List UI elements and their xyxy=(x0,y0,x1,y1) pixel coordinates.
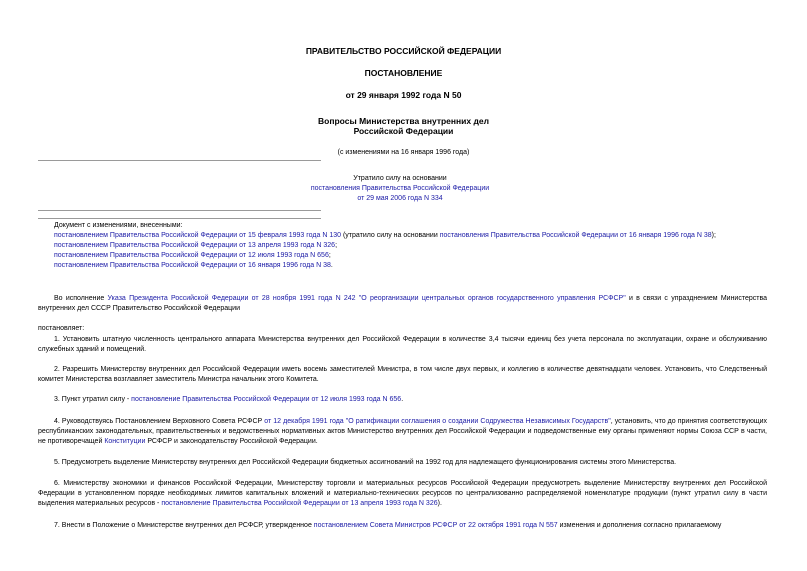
amendment-note: (с изменениями на 16 января 1996 года) xyxy=(337,149,470,156)
paragraph-6-link[interactable]: постановление Правительства Российской Федерации от 13 апреля 1993 года N 326 xyxy=(161,500,438,507)
constitution-link[interactable]: Конституции xyxy=(104,438,146,445)
document-title-line2: Российской Федерации xyxy=(353,126,454,136)
change-item xyxy=(54,251,331,261)
change-item xyxy=(54,241,337,251)
document-title-line1: Вопросы Министерства внутренних дел xyxy=(317,116,490,126)
change-link-326[interactable]: постановлением Правительства Российской Федерации от 13 апреля 1993 года N 326 xyxy=(54,242,336,249)
paragraph-6-end: ). xyxy=(437,500,442,507)
change-link-38-second[interactable]: постановлением Правительства Российской Федерации от 16 января 1996 года N 38 xyxy=(54,262,331,269)
document-date-number: от 29 января 1992 года N 50 xyxy=(345,90,462,100)
paragraph-4 xyxy=(38,417,767,447)
preamble-text: Во исполнение xyxy=(54,295,108,302)
change-text-end: ; xyxy=(335,242,338,249)
paragraph-3 xyxy=(38,395,767,405)
paragraph-4-link[interactable]: от 12 декабря 1991 года "О ратификации соглашения о создании Содружества Независимых Государств" xyxy=(264,418,611,425)
divider xyxy=(38,160,321,161)
invalid-notice-text: Утратило силу на основании xyxy=(353,175,447,182)
paragraph-1: 1. Установить штатную численность центрального аппарата Министерства внутренних дел Российской Федерации в количестве 3,4 тысячи единиц без учета персонала по эксплуатации, охране и обслуживанию служебных зданий и помещений. xyxy=(38,336,767,353)
decree-word: постановляет: xyxy=(38,325,85,332)
invalid-basis-link[interactable]: постановления Правительства Российской Федерации xyxy=(310,185,490,192)
decree-link[interactable]: Указа Президента Российской Федерации от 28 ноября 1991 года N 242 "О реорганизации центральных органов государственного управления РСФСР" xyxy=(107,295,626,302)
change-item xyxy=(54,261,333,271)
paragraph-4-text: 4. Руководствуясь Постановлением Верховного Совета РСФСР xyxy=(54,418,265,425)
change-link-130[interactable]: постановлением Правительства Российской Федерации от 15 февраля 1993 года N 130 xyxy=(54,232,341,239)
government-title: ПРАВИТЕЛЬСТВО РОССИЙСКОЙ ФЕДЕРАЦИИ xyxy=(305,46,502,56)
paragraph-7-text: 7. Внести в Положение о Министерстве внутренних дел РСФСР, утвержденное xyxy=(54,522,314,529)
paragraph-3-link[interactable]: постановление Правительства Российской Федерации от 12 июля 1993 года N 656 xyxy=(131,396,402,403)
changes-intro: Документ с изменениями, внесенными: xyxy=(54,222,183,229)
paragraph-5: 5. Предусмотреть выделение Министерству внутренних дел Российской Федерации бюджетных ассигнований на 1992 год для надлежащего функционирования системы этого Министерства. xyxy=(54,459,677,466)
change-item xyxy=(54,231,716,241)
document-type: ПОСТАНОВЛЕНИЕ xyxy=(364,68,443,78)
change-text-end: ; xyxy=(328,252,331,259)
paragraph-6 xyxy=(38,479,767,509)
preamble-text-end: и в связи с упразднением Министерства внутренних дел СССР Правительство Российской Федерации xyxy=(38,295,767,312)
change-link-656[interactable]: постановлением Правительства Российской Федерации от 12 июля 1993 года N 656 xyxy=(54,252,329,259)
change-text: (утратило силу на основании xyxy=(341,232,440,239)
paragraph-7-end: изменения и дополнения согласно прилагаемому xyxy=(557,522,722,529)
invalid-basis-date-link[interactable]: от 29 мая 2006 года N 334 xyxy=(357,195,443,202)
change-link-38[interactable]: постановления Правительства Российской Федерации от 16 января 1996 года N 38 xyxy=(439,232,712,239)
paragraph-3-text: 3. Пункт утратил силу - xyxy=(54,396,132,403)
paragraph-3-end: . xyxy=(401,396,404,403)
divider xyxy=(38,218,321,219)
paragraph-7-link[interactable]: постановлением Совета Министров РСФСР от 22 октября 1991 года N 557 xyxy=(313,522,558,529)
paragraph-7 xyxy=(38,521,767,531)
paragraph-2: 2. Разрешить Министерству внутренних дел Российской Федерации иметь восемь заместителей Министра, в том числе двух первых, и коллегию в количестве девятнадцати человек. Установить, что Следственный комитет Министерства возглавляет заместитель Министра начальник этого Комитета. xyxy=(38,366,767,383)
paragraph-6-text: 6. Министерству экономики и финансов Российской Федерации, Министерству торговли и материальных ресурсов Российской Федерации предусмотреть выделение Министерству внутренних дел Российской Федерации в установленном порядке необходимых лимитов капитальных вложений и материально-технических ресурсов по централизованно распределяемой номенклатуре продукции (пункт утратил силу в части выделения материальных ресурсов - xyxy=(38,480,767,507)
change-text-end: . xyxy=(330,262,333,269)
paragraph-4-end: РСФСР и законодательству Российской Федерации. xyxy=(145,438,318,445)
divider xyxy=(38,210,321,211)
invalid-notice xyxy=(240,174,560,204)
paragraph-4-text-2: , установить, что до принятия соответствующих республиканских законодательных, правительственных и ведомственных нормативных актов Министерство внутренних дел Российской Федерации и подведомственные ему органы применяют нормы Союза ССР в части, не противоречащей xyxy=(38,418,767,445)
preamble xyxy=(38,294,767,314)
change-text-end: ); xyxy=(711,232,716,239)
